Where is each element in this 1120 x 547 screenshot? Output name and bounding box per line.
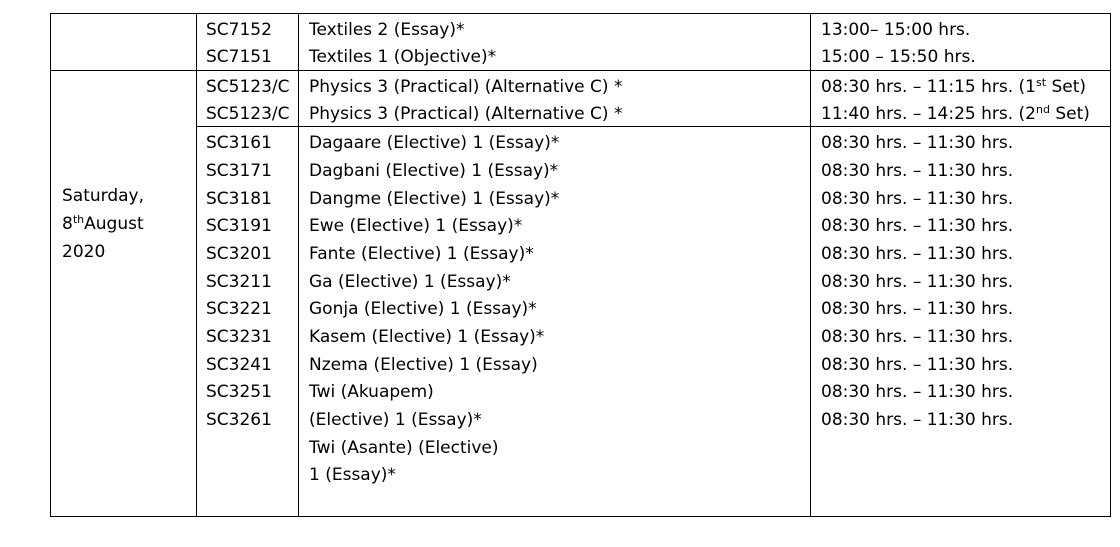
table-cell-subject: Textiles 2 (Essay)* bbox=[309, 20, 465, 40]
table-border-bottom bbox=[50, 516, 1111, 517]
exam-date-year: 2020 bbox=[62, 242, 106, 262]
table-cell-subject: Twi (Akuapem) bbox=[309, 382, 434, 402]
column-divider-subject bbox=[298, 13, 299, 517]
exam-date-day: Saturday, bbox=[62, 186, 145, 206]
table-cell-code: SC3161 bbox=[206, 133, 272, 153]
table-cell-subject: (Elective) 1 (Essay)* bbox=[309, 410, 482, 430]
table-cell-code: SC3241 bbox=[206, 355, 272, 375]
table-cell-code: SC5123/C bbox=[206, 104, 290, 124]
table-cell-subject: Gonja (Elective) 1 (Essay)* bbox=[309, 299, 537, 319]
table-border-left bbox=[50, 13, 51, 517]
table-cell-subject: Ewe (Elective) 1 (Essay)* bbox=[309, 216, 523, 236]
column-divider-code bbox=[196, 13, 197, 517]
table-cell-subject: Kasem (Elective) 1 (Essay)* bbox=[309, 327, 545, 347]
table-cell-subject: Dagaare (Elective) 1 (Essay)* bbox=[309, 133, 560, 153]
table-cell-code: SC3231 bbox=[206, 327, 272, 347]
table-cell-subject: Physics 3 (Practical) (Alternative C) * bbox=[309, 77, 623, 97]
table-cell-subject: Physics 3 (Practical) (Alternative C) * bbox=[309, 104, 623, 124]
table-cell-subject: Dagbani (Elective) 1 (Essay)* bbox=[309, 161, 559, 181]
table-cell-subject: Twi (Asante) (Elective) bbox=[309, 438, 499, 458]
table-cell-subject: 1 (Essay)* bbox=[309, 465, 396, 485]
table-cell-time: 08:30 hrs. – 11:30 hrs. bbox=[821, 189, 1014, 209]
table-border-top bbox=[50, 13, 1111, 14]
table-cell-subject: Fante (Elective) 1 (Essay)* bbox=[309, 244, 534, 264]
table-cell-code: SC3171 bbox=[206, 161, 272, 181]
table-cell-time: 08:30 hrs. – 11:30 hrs. bbox=[821, 355, 1014, 375]
table-cell-code: SC3251 bbox=[206, 382, 272, 402]
table-cell-code: SC7152 bbox=[206, 20, 272, 40]
table-cell-time: 08:30 hrs. – 11:30 hrs. bbox=[821, 272, 1014, 292]
table-cell-time: 11:40 hrs. – 14:25 hrs. (2nd Set) bbox=[821, 103, 1090, 124]
table-cell-time: 08:30 hrs. – 11:15 hrs. (1st Set) bbox=[821, 76, 1086, 97]
table-cell-code: SC3191 bbox=[206, 216, 272, 236]
table-cell-code: SC3181 bbox=[206, 189, 272, 209]
column-divider-time bbox=[810, 13, 811, 517]
table-cell-code: SC7151 bbox=[206, 47, 272, 67]
table-cell-time: 08:30 hrs. – 11:30 hrs. bbox=[821, 133, 1014, 153]
table-cell-subject: Textiles 1 (Objective)* bbox=[309, 47, 497, 67]
table-cell-code: SC3221 bbox=[206, 299, 272, 319]
table-cell-subject: Nzema (Elective) 1 (Essay) bbox=[309, 355, 538, 375]
table-cell-time: 08:30 hrs. – 11:30 hrs. bbox=[821, 299, 1014, 319]
table-cell-subject: Ga (Elective) 1 (Essay)* bbox=[309, 272, 511, 292]
exam-date-day-month: 8thAugust bbox=[62, 213, 144, 234]
table-cell-code: SC3201 bbox=[206, 244, 272, 264]
table-cell-time: 08:30 hrs. – 11:30 hrs. bbox=[821, 327, 1014, 347]
table-border-right bbox=[1110, 13, 1111, 517]
table-cell-time: 13:00– 15:00 hrs. bbox=[821, 20, 971, 40]
table-cell-time: 08:30 hrs. – 11:30 hrs. bbox=[821, 382, 1014, 402]
table-cell-time: 08:30 hrs. – 11:30 hrs. bbox=[821, 216, 1014, 236]
table-cell-time: 08:30 hrs. – 11:30 hrs. bbox=[821, 410, 1014, 430]
table-cell-time: 15:00 – 15:50 hrs. bbox=[821, 47, 976, 67]
table-cell-time: 08:30 hrs. – 11:30 hrs. bbox=[821, 161, 1014, 181]
table-cell-code: SC3211 bbox=[206, 272, 272, 292]
exam-date-cell bbox=[62, 182, 144, 266]
table-cell-time: 08:30 hrs. – 11:30 hrs. bbox=[821, 244, 1014, 264]
table-cell-code: SC5123/C bbox=[206, 77, 290, 97]
table-cell-code: SC3261 bbox=[206, 410, 272, 430]
table-cell-subject: Dangme (Elective) 1 (Essay)* bbox=[309, 189, 560, 209]
